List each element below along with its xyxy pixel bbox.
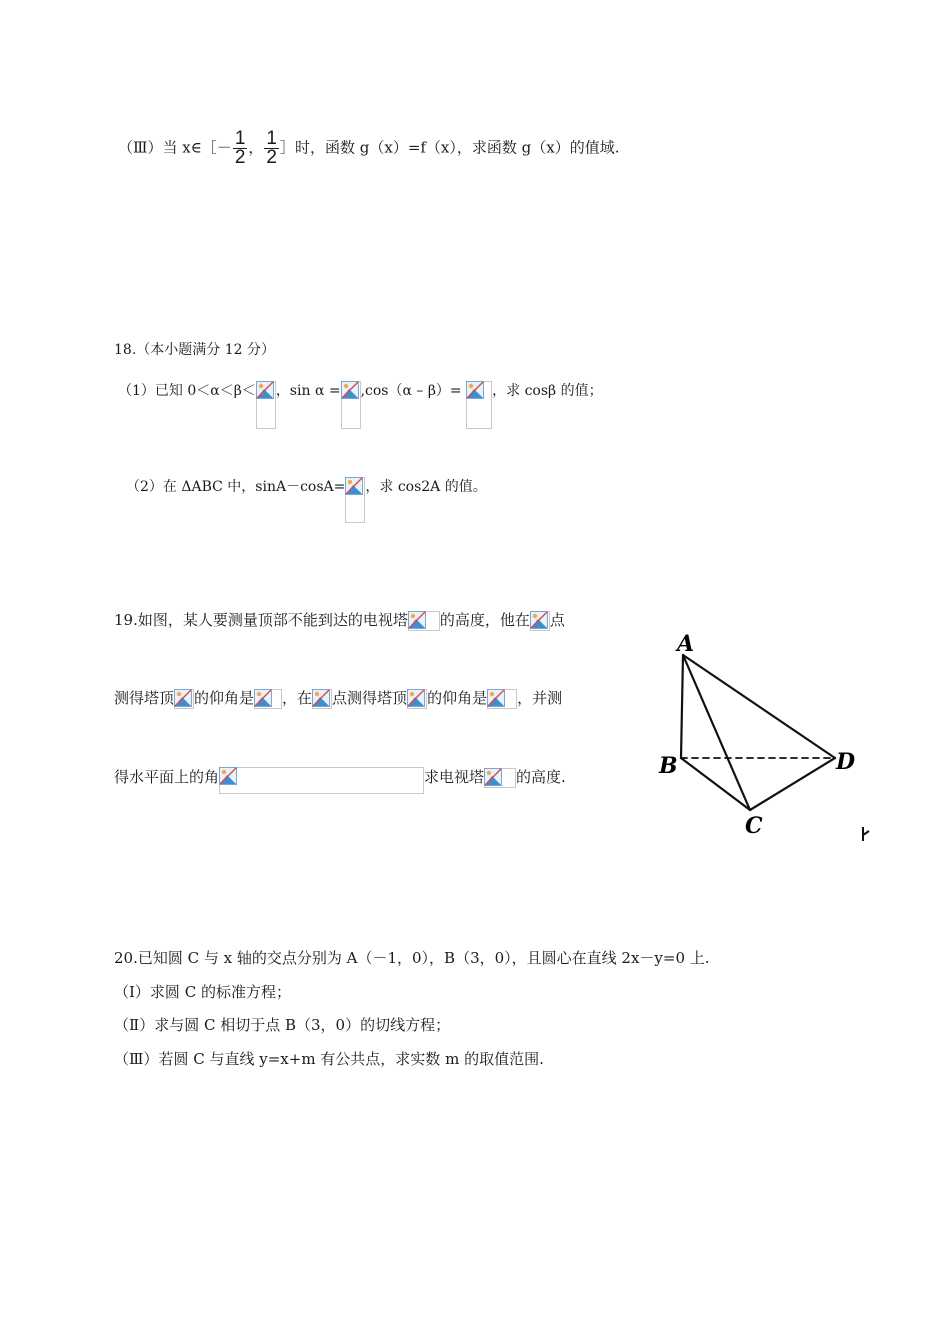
broken-image-icon bbox=[256, 381, 276, 401]
q18-part1 bbox=[118, 381, 603, 401]
broken-image-icon bbox=[174, 689, 194, 709]
comma: ， bbox=[248, 138, 264, 157]
q19-text: 的仰角是 bbox=[194, 689, 255, 707]
edge-ab bbox=[681, 655, 683, 758]
tetrahedron-figure bbox=[650, 625, 880, 845]
q17-suffix: ］时，函数 g（x）=f（x），求函数 g（x）的值域. bbox=[279, 138, 620, 157]
q18-p1-text: ，sin α = bbox=[275, 383, 341, 399]
q18-title: 18.（本小题满分 12 分） bbox=[114, 342, 275, 358]
q19-text: 得水平面上的角 bbox=[114, 768, 220, 786]
q18-p2-text: （2）在 ΔABC 中，sinA－cosA= bbox=[126, 479, 346, 495]
q19-text: 的高度. bbox=[516, 768, 566, 786]
fraction-half bbox=[264, 130, 279, 167]
q19-line3 bbox=[114, 767, 566, 789]
q17-part3 bbox=[118, 130, 620, 167]
q19-text: 点 bbox=[549, 611, 565, 629]
broken-image-icon bbox=[312, 689, 332, 709]
q18-p1-text: （1）已知 0＜α＜β＜ bbox=[118, 383, 256, 399]
broken-image-icon bbox=[254, 689, 282, 709]
broken-image-icon bbox=[484, 768, 516, 788]
vertex-label-d: D bbox=[836, 749, 856, 775]
q19-text: 点测得塔顶 bbox=[332, 689, 408, 707]
q19-text: 19.如图，某人要测量顶部不能到达的电视塔 bbox=[114, 611, 408, 629]
q19-text: ，并测 bbox=[517, 689, 563, 707]
broken-image-icon bbox=[487, 689, 517, 709]
q19-text: ，在 bbox=[282, 689, 313, 707]
q20-part2: （Ⅱ）求与圆 C 相切于点 B（3，0）的切线方程； bbox=[114, 1016, 451, 1034]
q19-line1 bbox=[114, 610, 565, 631]
broken-image-icon bbox=[466, 381, 492, 401]
q20-part3: （Ⅲ）若圆 C 与直线 y=x+m 有公共点，求实数 m 的取值范围. bbox=[114, 1050, 544, 1068]
vertex-label-b: B bbox=[659, 753, 678, 779]
q19-line2 bbox=[114, 688, 562, 709]
broken-image-icon bbox=[345, 477, 365, 497]
q18-part2 bbox=[126, 477, 487, 497]
broken-image-icon bbox=[408, 611, 440, 631]
fraction-numerator: 1 bbox=[234, 128, 246, 149]
q19-text: 的仰角是 bbox=[427, 689, 488, 707]
scan-mark bbox=[863, 827, 869, 841]
q18-p1-text: ,cos（α – β）= bbox=[360, 383, 462, 399]
broken-image-icon bbox=[530, 611, 550, 631]
edge-cd bbox=[750, 758, 835, 810]
q17-prefix: （Ⅲ）当 x∈［－ bbox=[118, 138, 232, 157]
q18-p1-text: ，求 cosβ 的值； bbox=[492, 383, 603, 399]
q20-title: 20.已知圆 C 与 x 轴的交点分别为 A（－1，0），B（3，0），且圆心在直线 2x－y=0 上. bbox=[114, 949, 710, 967]
vertex-label-a: A bbox=[677, 631, 695, 657]
q18-p2-text: ，求 cos2A 的值。 bbox=[365, 479, 487, 495]
fraction-numerator: 1 bbox=[266, 128, 277, 149]
vertex-label-c: C bbox=[745, 813, 763, 839]
fraction-denominator: 2 bbox=[266, 147, 277, 168]
broken-image-icon bbox=[219, 767, 424, 789]
q19-text: 测得塔顶 bbox=[114, 689, 175, 707]
q20-part1: （Ⅰ）求圆 C 的标准方程； bbox=[114, 983, 291, 1001]
fraction-denominator: 2 bbox=[234, 147, 246, 168]
broken-image-icon bbox=[407, 689, 427, 709]
fraction-neg-half bbox=[233, 130, 248, 167]
q19-text: 的高度，他在 bbox=[439, 611, 530, 629]
q19-text: 求电视塔 bbox=[424, 768, 485, 786]
broken-image-icon bbox=[341, 381, 361, 401]
